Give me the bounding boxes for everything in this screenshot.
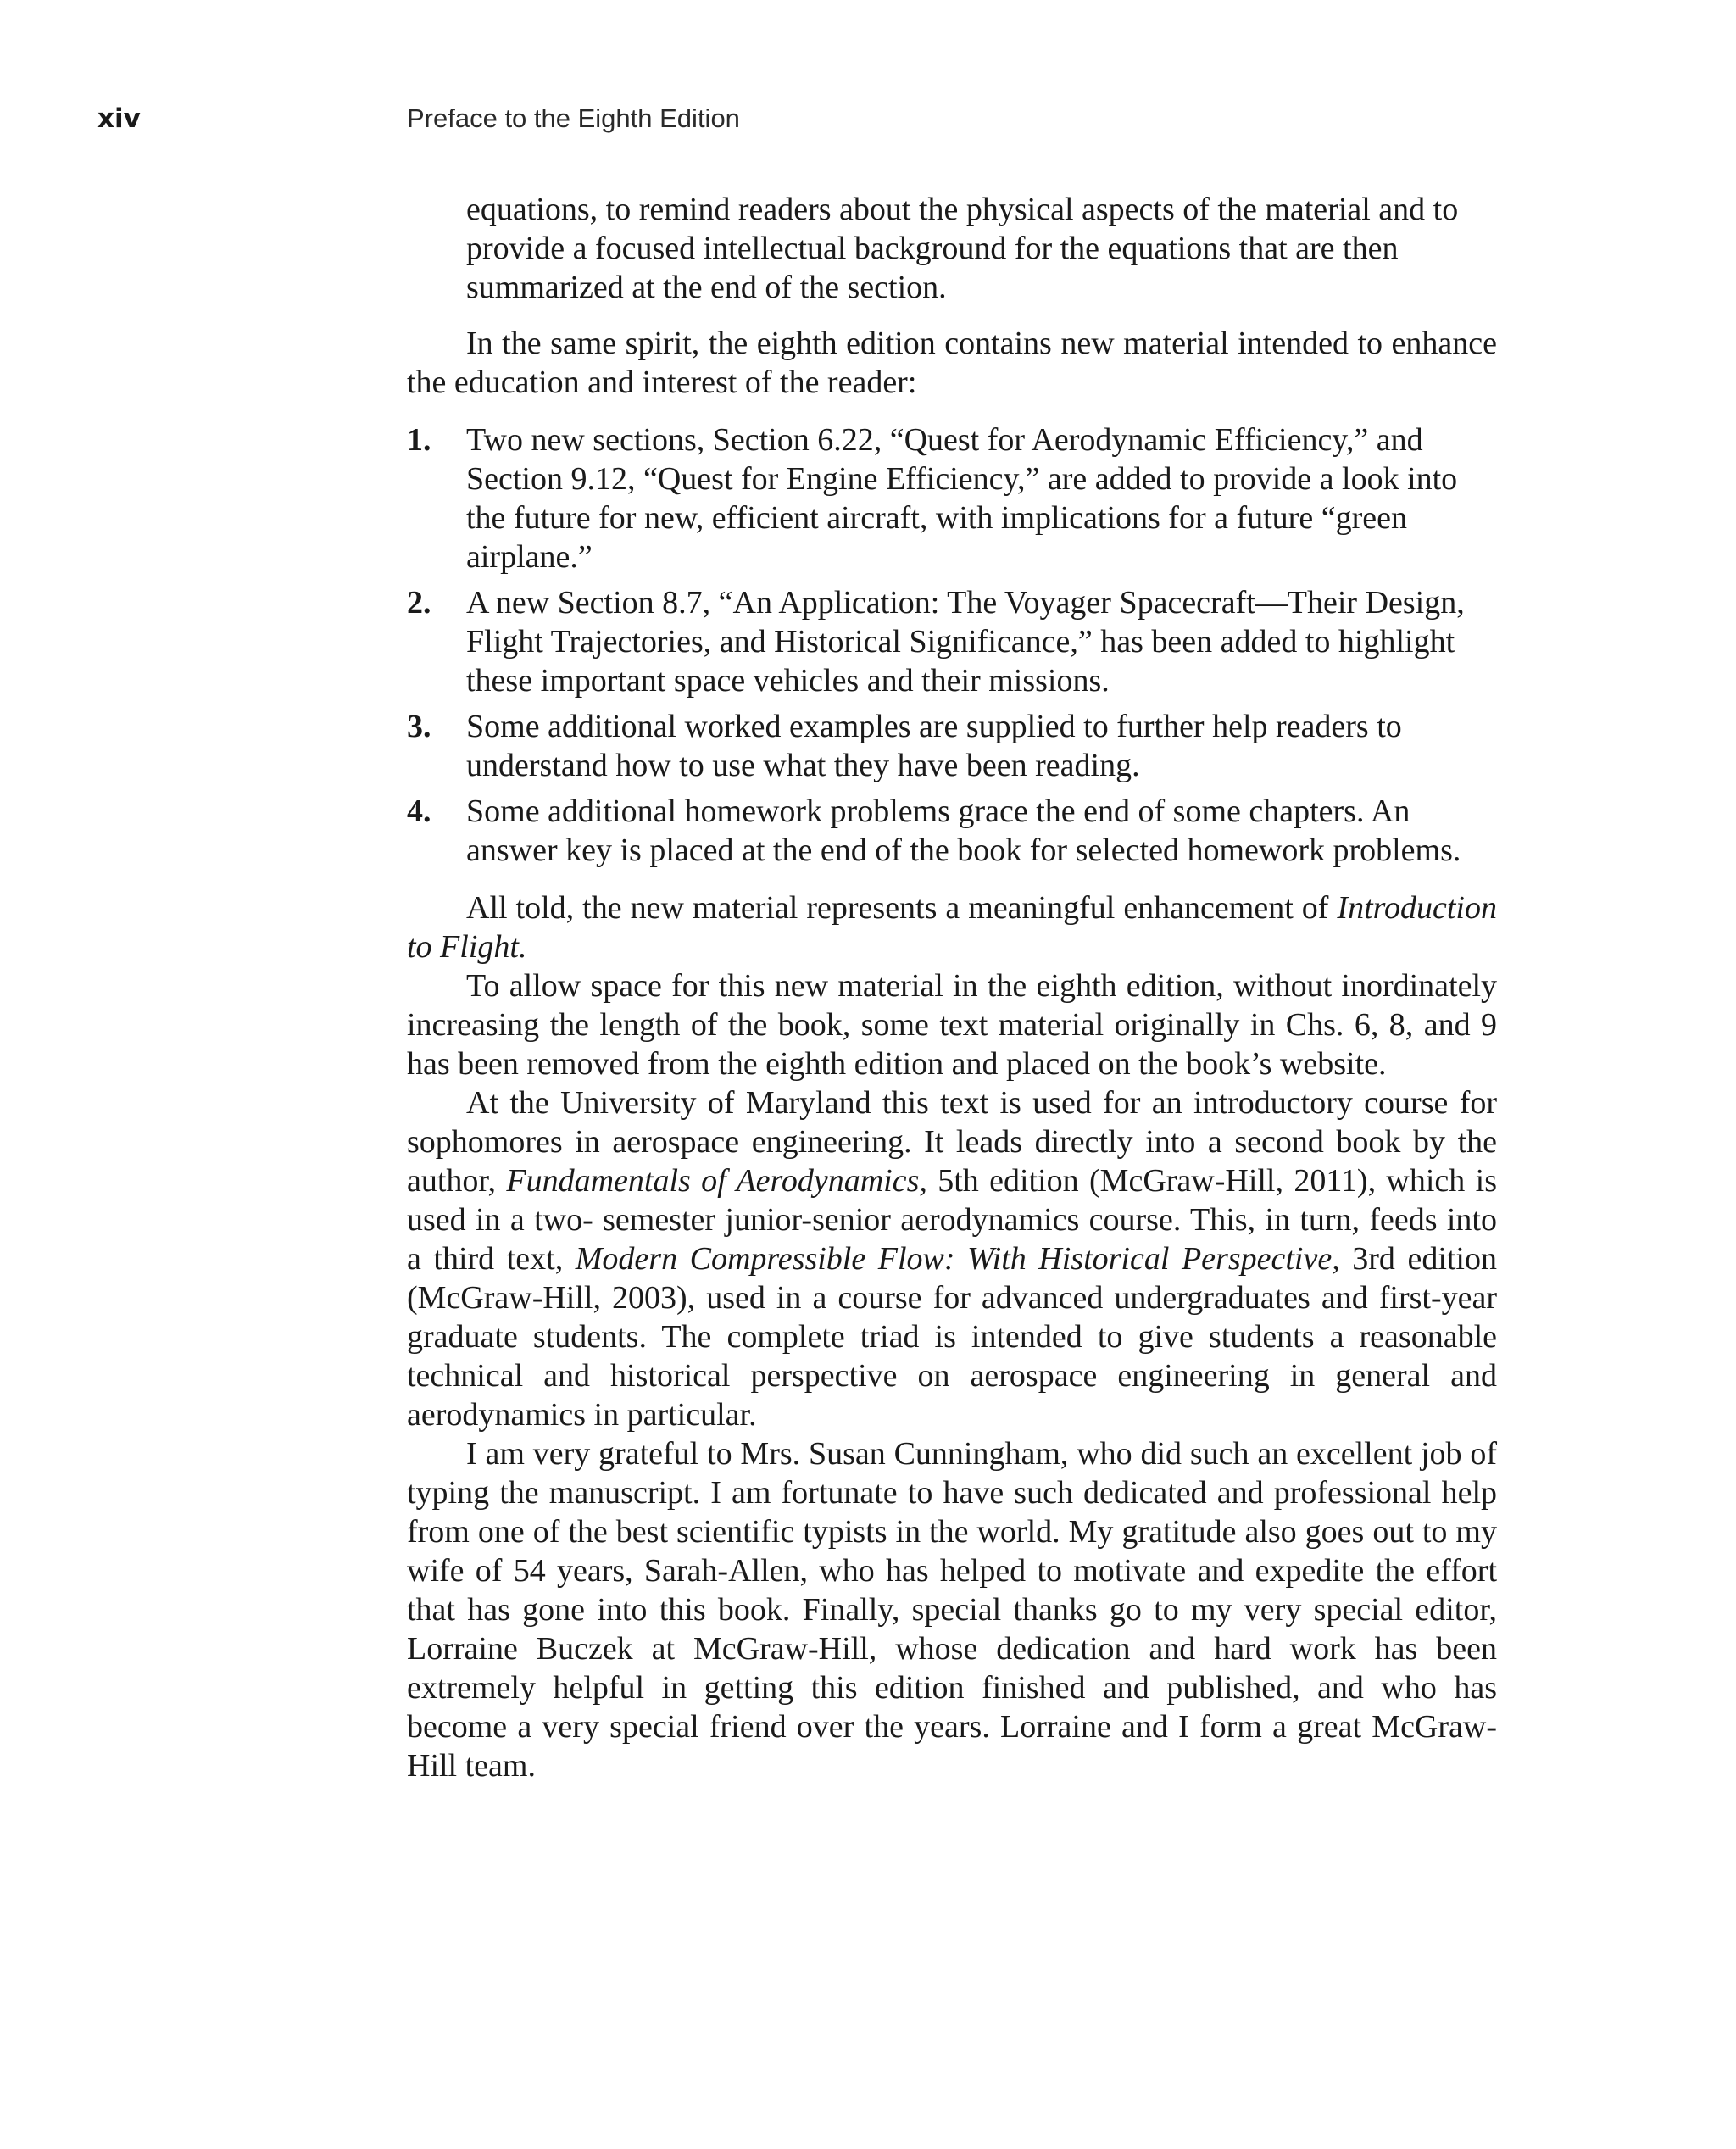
list-item-text: Some additional homework problems grace the end of some chapters. An answer key is placed at the end of the book for selected homework problems. [466,793,1461,868]
list-item [407,707,1497,785]
maryland-paragraph [407,1083,1497,1434]
all-told-paragraph [407,888,1497,966]
list-item-text: Two new sections, Section 6.22, “Quest for Aerodynamic Efficiency,” and Section 9.12, “Quest for Engine Efficiency,” are added to provide a look into the future for new, efficient aircraft, with implications for a future “green airplane.” [466,422,1458,575]
book-title: Introduction to Flight. [407,890,1497,965]
preface-body [407,190,1497,1785]
list-item-number: 3. [407,709,431,744]
continuation-paragraph: equations, to remind readers about the physical aspects of the material and to provide a focused intellectual background for the equations that are then summarized at the end of the section. [466,192,1459,305]
space-paragraph: To allow space for this new material in the eighth edition, without inordinately increasing the length of the book, some text material originally in Chs. 6, 8, and 9 has been removed from the eighth edition and placed on the book’s website. [407,968,1497,1082]
fundamentals-title: Fundamentals of Aerodynamics, [506,1163,927,1199]
gratitude-paragraph: I am very grateful to Mrs. Susan Cunningham, who did such an excellent job of typing the manuscript. I am fortunate to have such dedicated and professional help from one of the best scientific typists in the world. My gratitude also goes out to my wife of 54 years, Sarah-Allen, who has helped to motivate and expedite the effort that has gone into this book. Finally, special thanks go to my very special editor, Lorraine Buczek at McGraw-Hill, whose dedication and hard work has been extremely helpful in getting this edition finished and published, and who has become a very special friend over the years. Lorraine and I form a great McGraw-Hill team. [407,1436,1497,1784]
enhancements-list [407,420,1497,870]
maryland-text-2: 5th edition (McGraw-Hill, 2011), which is used in a two- semester junior-senior aerodynamics course. This, in turn, feeds into a third text, [407,1163,1497,1277]
list-item-number: 2. [407,585,431,621]
page-number: xiv [97,103,141,134]
list-item [407,420,1497,576]
all-told-text: All told, the new material represents a meaningful enhancement of [466,890,1338,926]
compressible-flow-title: Modern Compressible Flow: With Historical Perspective, [575,1241,1340,1277]
list-item-number: 4. [407,793,431,829]
running-head: Preface to the Eighth Edition [407,103,740,133]
list-item-number: 1. [407,422,431,458]
list-item [407,583,1497,700]
maryland-text-3: 3rd edition (McGraw-Hill, 2003), used in a course for advanced undergraduates and first-year graduate students. The complete triad is intended to give students a reasonable technical and historical perspective on aerospace engineering in general and aerodynamics in particular. [407,1241,1497,1433]
list-item [407,792,1497,870]
list-item-text: Some additional worked examples are supplied to further help readers to understand how to use what they have been reading. [466,709,1402,783]
maryland-text-1: At the University of Maryland this text is used for an introductory course for sophomores in aerospace engineering. It leads directly into a second book by the author, [407,1085,1497,1199]
list-item-text: A new Section 8.7, “An Application: The Voyager Spacecraft—Their Design, Flight Trajectories, and Historical Significance,” has been added to highlight these important space vehicles and their missions. [466,585,1465,699]
intro-paragraph: In the same spirit, the eighth edition contains new material intended to enhance the education and interest of the reader: [407,326,1497,400]
